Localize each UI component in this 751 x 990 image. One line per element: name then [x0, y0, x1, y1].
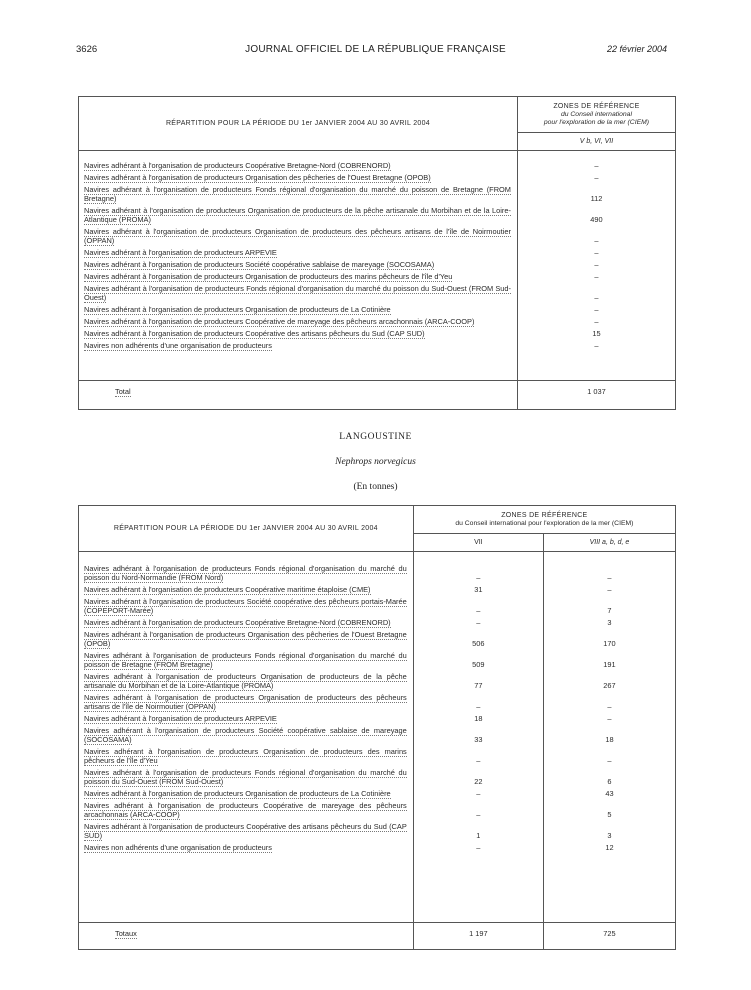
row-label: Navires adhérant à l'organisation de producteurs Organisation de producteurs de La Cotinière	[84, 305, 391, 314]
row-label: Navires non adhérents d'une organisation de producteurs	[84, 843, 272, 852]
row-value: –	[517, 227, 675, 248]
species-name: LANGOUSTINE	[339, 432, 412, 442]
row-value-viii: 170	[543, 630, 675, 651]
journal-title: JOURNAL OFFICIEL DE LA RÉPUBLIQUE FRANÇAISE	[245, 44, 506, 55]
row-label: Navires adhérant à l'organisation de producteurs Organisation de producteurs des marins pêcheurs de l'île d'Yeu	[84, 747, 407, 765]
row-value: 112	[517, 185, 675, 206]
unit-note: (En tonnes)	[353, 482, 398, 492]
table-row	[79, 564, 676, 585]
row-value-vii: –	[413, 843, 543, 855]
page-number: 3626	[76, 44, 98, 55]
total-label: Total	[79, 381, 518, 410]
row-value-vii: –	[413, 564, 543, 585]
table-row	[79, 801, 676, 822]
row-value-viii: –	[543, 585, 675, 597]
row-label: Navires adhérant à l'organisation de producteurs Coopérative des artisans pêcheurs du Sud (CAP SUD)	[84, 329, 425, 338]
row-label: Navires adhérant à l'organisation de producteurs Coopérative des artisans pêcheurs du Sud (CAP SUD)	[84, 822, 407, 840]
row-label: Navires adhérant à l'organisation de producteurs Coopérative Bretagne-Nord (COBRENORD)	[84, 618, 391, 627]
row-value-viii: 7	[543, 597, 675, 618]
total-row	[79, 381, 676, 410]
row-label: Navires adhérant à l'organisation de producteurs Coopérative de mareyage des pêcheurs arcachonnais (ARCA-COOP)	[84, 317, 475, 326]
row-value: –	[517, 173, 675, 185]
row-value-viii: 267	[543, 672, 675, 693]
row-value: –	[517, 260, 675, 272]
row-label: Navires adhérant à l'organisation de producteurs Société coopérative des pêcheurs portais-Marée (COPEPORT-Marée)	[84, 597, 407, 615]
row-label: Navires adhérant à l'organisation de producteurs Organisation des pêcheries de l'Ouest Bretagne (OPOB)	[84, 173, 431, 182]
table-row	[79, 248, 676, 260]
table-row	[79, 618, 676, 630]
row-label: Navires adhérant à l'organisation de producteurs Organisation de producteurs de La Cotinière	[84, 789, 391, 798]
row-value: –	[517, 317, 675, 329]
row-label: Navires adhérant à l'organisation de producteurs Fonds régional d'organisation du marché du poisson du Sud-Ouest (FROM Sud-Ouest)	[84, 768, 407, 786]
row-value: –	[517, 305, 675, 317]
table-row	[79, 768, 676, 789]
row-value-viii: 191	[543, 651, 675, 672]
allocation-table-1	[78, 96, 676, 410]
row-value-viii: 5	[543, 801, 675, 822]
table-row	[79, 329, 676, 341]
row-value-viii: –	[543, 564, 675, 585]
table-row	[79, 305, 676, 317]
zones-title-2: ZONES DE RÉFÉRENCE	[501, 512, 588, 519]
zones-subtitle-2: pour l'exploration de la mer (CIEM)	[543, 119, 650, 126]
row-label: Navires adhérant à l'organisation de producteurs Organisation de producteurs des pêcheurs artisans de l'île de Noirmoutier (OPPAN)	[84, 227, 511, 245]
total-viii: 725	[543, 923, 675, 950]
row-value-viii: 3	[543, 618, 675, 630]
row-label: Navires adhérant à l'organisation de producteurs Organisation de producteurs des marins pêcheurs de l'île d'Yeu	[84, 272, 453, 281]
row-value: –	[517, 272, 675, 284]
zones-heading-2	[413, 506, 675, 534]
row-label: Navires adhérant à l'organisation de producteurs Coopérative Bretagne-Nord (COBRENORD)	[84, 161, 391, 170]
zones-subtitle-1: du Conseil international	[560, 111, 632, 118]
zones-subtitle-2b: du Conseil international pour l'exploration de la mer (CIEM)	[455, 520, 634, 527]
row-label: Navires non adhérents d'une organisation de producteurs	[84, 341, 272, 350]
row-value-viii: 3	[543, 822, 675, 843]
row-value: 490	[517, 206, 675, 227]
row-label: Navires adhérant à l'organisation de producteurs Organisation des pêcheries de l'Ouest Bretagne (OPOB)	[84, 630, 407, 648]
zone-column-viii: VIII a, b, d, e	[543, 534, 675, 552]
row-value: 15	[517, 329, 675, 341]
row-value-viii: –	[543, 714, 675, 726]
row-label: Navires adhérant à l'organisation de producteurs Fonds régional d'organisation du marché du poisson du Nord-Normandie (FROM Nord)	[84, 564, 407, 582]
row-label: Navires adhérant à l'organisation de producteurs Coopérative maritime étaploise (CME)	[84, 585, 371, 594]
table-row	[79, 260, 676, 272]
row-value-viii: 12	[543, 843, 675, 855]
table-row	[79, 341, 676, 353]
table-row	[79, 317, 676, 329]
table-row	[79, 747, 676, 768]
table-row	[79, 672, 676, 693]
row-value-vii: 509	[413, 651, 543, 672]
table-row	[79, 726, 676, 747]
row-value: –	[517, 341, 675, 353]
zone-column-header: V b, VI, VII	[517, 133, 675, 151]
publication-date: 22 février 2004	[606, 44, 667, 54]
row-value-vii: –	[413, 693, 543, 714]
row-label: Navires adhérant à l'organisation de producteurs Société coopérative sablaise de mareyage (SOCOSAMA)	[84, 726, 407, 744]
total-value: 1 037	[517, 381, 675, 410]
table-row	[79, 651, 676, 672]
row-label: Navires adhérant à l'organisation de producteurs Fonds régional d'organisation du marché du poisson du Sud-Ouest (FROM Sud-Ouest)	[84, 284, 511, 302]
row-value-viii: 6	[543, 768, 675, 789]
row-label: Navires adhérant à l'organisation de producteurs Société coopérative sablaise de mareyage (SOCOSAMA)	[84, 260, 435, 269]
table-row	[79, 585, 676, 597]
table-row	[79, 227, 676, 248]
totals-label: Totaux	[79, 923, 414, 950]
row-value-viii: 18	[543, 726, 675, 747]
zone-column-vii: VII	[413, 534, 543, 552]
row-value-vii: 18	[413, 714, 543, 726]
row-label: Navires adhérant à l'organisation de producteurs Organisation de producteurs de la pêche artisanale du Morbihan et de la Loire-Atlantique (PROMA)	[84, 672, 407, 690]
table-row	[79, 206, 676, 227]
row-value-viii: –	[543, 693, 675, 714]
row-value-vii: –	[413, 747, 543, 768]
period-heading: RÉPARTITION POUR LA PÉRIODE DU 1er JANVIER 2004 AU 30 AVRIL 2004	[79, 97, 518, 151]
row-value-vii: 31	[413, 585, 543, 597]
row-value: –	[517, 248, 675, 260]
total-vii: 1 197	[413, 923, 543, 950]
row-value-vii: –	[413, 801, 543, 822]
zones-heading	[517, 97, 675, 133]
table-row	[79, 789, 676, 801]
row-label: Navires adhérant à l'organisation de producteurs Coopérative de mareyage des pêcheurs arcachonnais (ARCA-COOP)	[84, 801, 407, 819]
row-label: Navires adhérant à l'organisation de producteurs Fonds régional d'organisation du marché du poisson de Bretagne (FROM Bretagne)	[84, 185, 511, 203]
row-value-vii: –	[413, 789, 543, 801]
table-row	[79, 185, 676, 206]
table-row	[79, 161, 676, 173]
totals-row	[79, 923, 676, 950]
table-row	[79, 173, 676, 185]
table-row	[79, 843, 676, 855]
row-value: –	[517, 161, 675, 173]
row-label: Navires adhérant à l'organisation de producteurs ARPEVIE	[84, 714, 277, 723]
row-label: Navires adhérant à l'organisation de producteurs Organisation de producteurs de la pêche artisanale du Morbihan et de la Loire-Atlantique (PROMA)	[84, 206, 511, 224]
species-latin-name: Nephrops norvegicus	[335, 457, 416, 467]
table-row	[79, 597, 676, 618]
row-value-vii: 77	[413, 672, 543, 693]
row-value: –	[517, 284, 675, 305]
zones-title: ZONES DE RÉFÉRENCE	[553, 103, 640, 110]
table-row	[79, 284, 676, 305]
row-value-vii: –	[413, 597, 543, 618]
row-label: Navires adhérant à l'organisation de producteurs Fonds régional d'organisation du marché du poisson de Bretagne (FROM Bretagne)	[84, 651, 407, 669]
period-heading-2: RÉPARTITION POUR LA PÉRIODE DU 1er JANVIER 2004 AU 30 AVRIL 2004	[79, 506, 414, 552]
table-row	[79, 714, 676, 726]
row-value-vii: 33	[413, 726, 543, 747]
row-label: Navires adhérant à l'organisation de producteurs Organisation de producteurs des pêcheurs artisans de l'île de Noirmoutier (OPPAN)	[84, 693, 407, 711]
allocation-table-2	[78, 505, 676, 950]
table-row	[79, 272, 676, 284]
row-value-vii: 22	[413, 768, 543, 789]
row-value-viii: 43	[543, 789, 675, 801]
table-row	[79, 693, 676, 714]
table-row	[79, 822, 676, 843]
row-label: Navires adhérant à l'organisation de producteurs ARPEVIE	[84, 248, 277, 257]
row-value-vii: 506	[413, 630, 543, 651]
table-row	[79, 630, 676, 651]
row-value-vii: –	[413, 618, 543, 630]
row-value-vii: 1	[413, 822, 543, 843]
row-value-viii: –	[543, 747, 675, 768]
